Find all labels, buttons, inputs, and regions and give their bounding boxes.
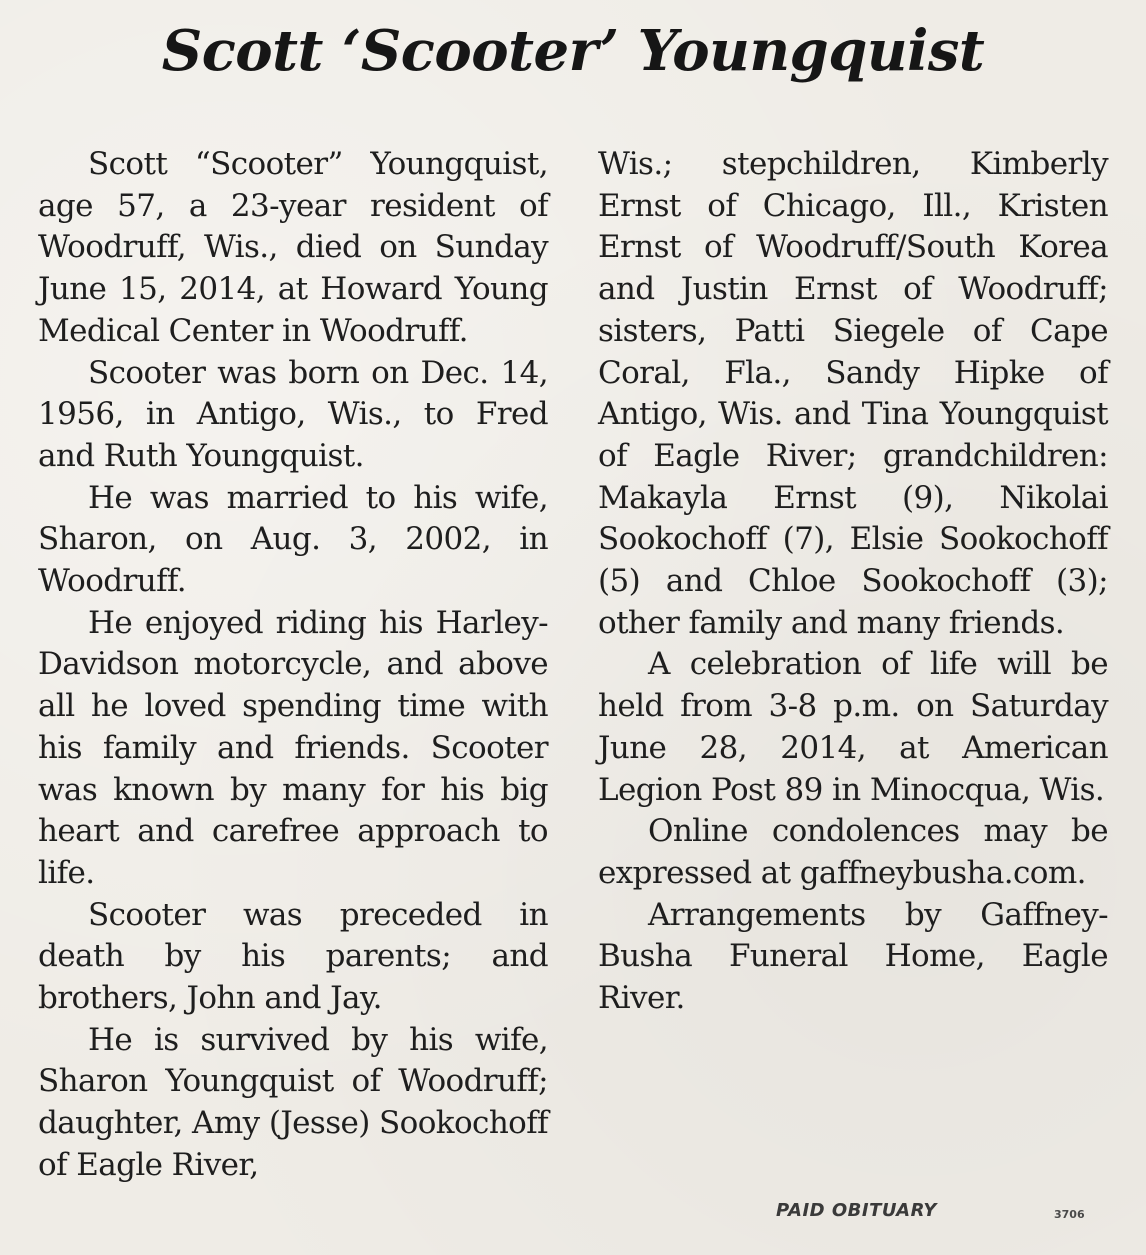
paragraph-survivors: He is survived by his wife, Sharon Youngquist of Woodruff; daughter, Amy (Jesse) Sookochoff of Eagle River, [38,1021,548,1183]
obituary-headline: Scott ‘Scooter’ Youngquist [161,18,985,84]
left-column [38,144,548,1187]
paragraph-interests: He enjoyed riding his Harley-Davidson motorcycle, and above all he loved spending time with his family and friends. Scooter was known by many for his big heart and carefree approach to life. [38,604,548,891]
paragraph-death-notice: Scott “Scooter” Youngquist, age 57, a 23-year resident of Woodruff, Wis., died on Sunday June 15, 2014, at Howard Young Medical Center in Woodruff. [38,146,548,349]
paragraph-arrangements: Arrangements by Gaffney-Busha Funeral Home, Eagle River. [598,896,1108,1017]
paragraph-preceded: Scooter was preceded in death by his parents; and brothers, John and Jay. [38,896,548,1017]
right-column [598,144,1108,1020]
paragraph-survivors-continued: Wis.; stepchildren, Kimberly Ernst of Chicago, Ill., Kristen Ernst of Woodruff/South Korea and Justin Ernst of Woodruff; sisters, Patti Siegele of Cape Coral, Fla., Sandy Hipke of Antigo, Wis. and Tina Youngquist of Eagle River; grandchildren: Makayla Ernst (9), Nikolai Sookochoff (7), Elsie Sookochoff (5) and Chloe Sookochoff (3); other family and many friends. [598,146,1108,641]
ad-code: 3706 [1054,1208,1085,1221]
paragraph-marriage: He was married to his wife, Sharon, on Aug. 3, 2002, in Woodruff. [38,479,548,600]
paragraph-condolences: Online condolences may be expressed at gaffneybusha.com. [598,813,1108,891]
paid-obituary-label: PAID OBITUARY [776,1200,937,1221]
paragraph-celebration: A celebration of life will be held from 3-8 p.m. on Saturday June 28, 2014, at American Legion Post 89 in Minocqua, Wis. [598,646,1108,808]
paragraph-birth: Scooter was born on Dec. 14, 1956, in Antigo, Wis., to Fred and Ruth Youngquist. [38,354,548,474]
